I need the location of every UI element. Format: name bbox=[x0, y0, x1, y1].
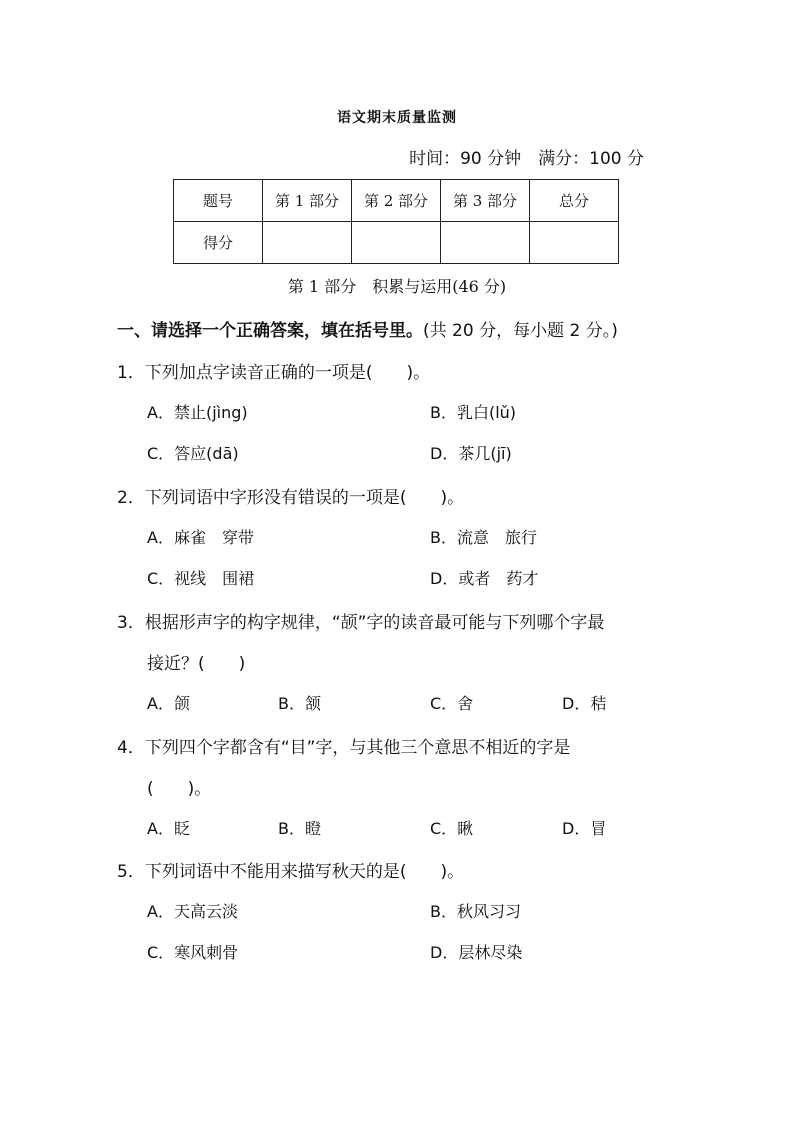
question-2-stem: 2．下列词语中字形没有错误的一项是( )。 bbox=[117, 488, 465, 508]
question-5-option-b: B．秋风习习 bbox=[430, 902, 521, 921]
question-3-option-c: C．舍 bbox=[430, 694, 474, 713]
score-table-score-row bbox=[174, 222, 619, 264]
question-3-option-d: D．秸 bbox=[562, 694, 607, 713]
part-heading: 第 1 部分 积累与运用(46 分) bbox=[287, 277, 507, 296]
score-row-label: 得分 bbox=[174, 222, 263, 264]
question-3-stem-continued: 接近？( ) bbox=[147, 654, 246, 674]
question-4-option-b: B．瞪 bbox=[278, 819, 321, 838]
question-3-option-a: A．颌 bbox=[147, 694, 190, 713]
header-part-1: 第 1 部分 bbox=[263, 180, 352, 222]
header-question-number: 题号 bbox=[174, 180, 263, 222]
document-title: 语文期末质量监测 bbox=[337, 110, 457, 126]
question-2-option-c: C．视线 围裙 bbox=[147, 569, 255, 588]
question-4-stem-continued: ( )。 bbox=[147, 779, 212, 799]
question-4-stem: 4．下列四个字都含有“目”字，与其他三个意思不相近的字是 bbox=[117, 738, 571, 758]
header-part-2: 第 2 部分 bbox=[352, 180, 441, 222]
score-table bbox=[173, 179, 619, 264]
header-total: 总分 bbox=[530, 180, 619, 222]
question-5-option-c: C．寒风刺骨 bbox=[147, 943, 239, 962]
question-4-option-a: A．眨 bbox=[147, 819, 190, 838]
question-2-option-d: D．或者 药才 bbox=[430, 569, 539, 588]
section-instruction bbox=[117, 316, 618, 341]
question-1-stem: 1．下列加点字读音正确的一项是( )。 bbox=[117, 363, 431, 383]
score-table-header-row bbox=[174, 180, 619, 222]
question-1-option-b: B．乳白(lǔ) bbox=[430, 403, 517, 422]
question-4-option-d: D．冒 bbox=[562, 819, 607, 838]
section-instruction-note: (共 20 分，每小题 2 分。) bbox=[423, 321, 618, 341]
question-1-option-d: D．茶几(jī) bbox=[430, 444, 512, 463]
question-4-option-c: C．瞅 bbox=[430, 819, 474, 838]
section-instruction-bold: 一、请选择一个正确答案，填在括号里。 bbox=[117, 321, 423, 341]
question-1-option-c: C．答应(dā) bbox=[147, 444, 239, 463]
score-cell-total bbox=[530, 222, 619, 264]
question-1-option-a: A．禁止(jìng) bbox=[147, 403, 248, 422]
score-cell-part-2 bbox=[352, 222, 441, 264]
score-cell-part-1 bbox=[263, 222, 352, 264]
question-3-stem: 3．根据形声字的构字规律，“颉”字的读音最可能与下列哪个字最 bbox=[117, 613, 605, 633]
question-3-option-b: B．颔 bbox=[278, 694, 321, 713]
time-and-score-info: 时间：90 分钟 满分：100 分 bbox=[409, 149, 644, 169]
question-5-stem: 5．下列词语中不能用来描写秋天的是( )。 bbox=[117, 862, 465, 882]
score-cell-part-3 bbox=[441, 222, 530, 264]
question-5-option-d: D．层林尽染 bbox=[430, 943, 523, 962]
question-5-option-a: A．天高云淡 bbox=[147, 902, 238, 921]
header-part-3: 第 3 部分 bbox=[441, 180, 530, 222]
question-2-option-a: A．麻雀 穿带 bbox=[147, 528, 254, 547]
question-2-option-b: B．流意 旅行 bbox=[430, 528, 537, 547]
